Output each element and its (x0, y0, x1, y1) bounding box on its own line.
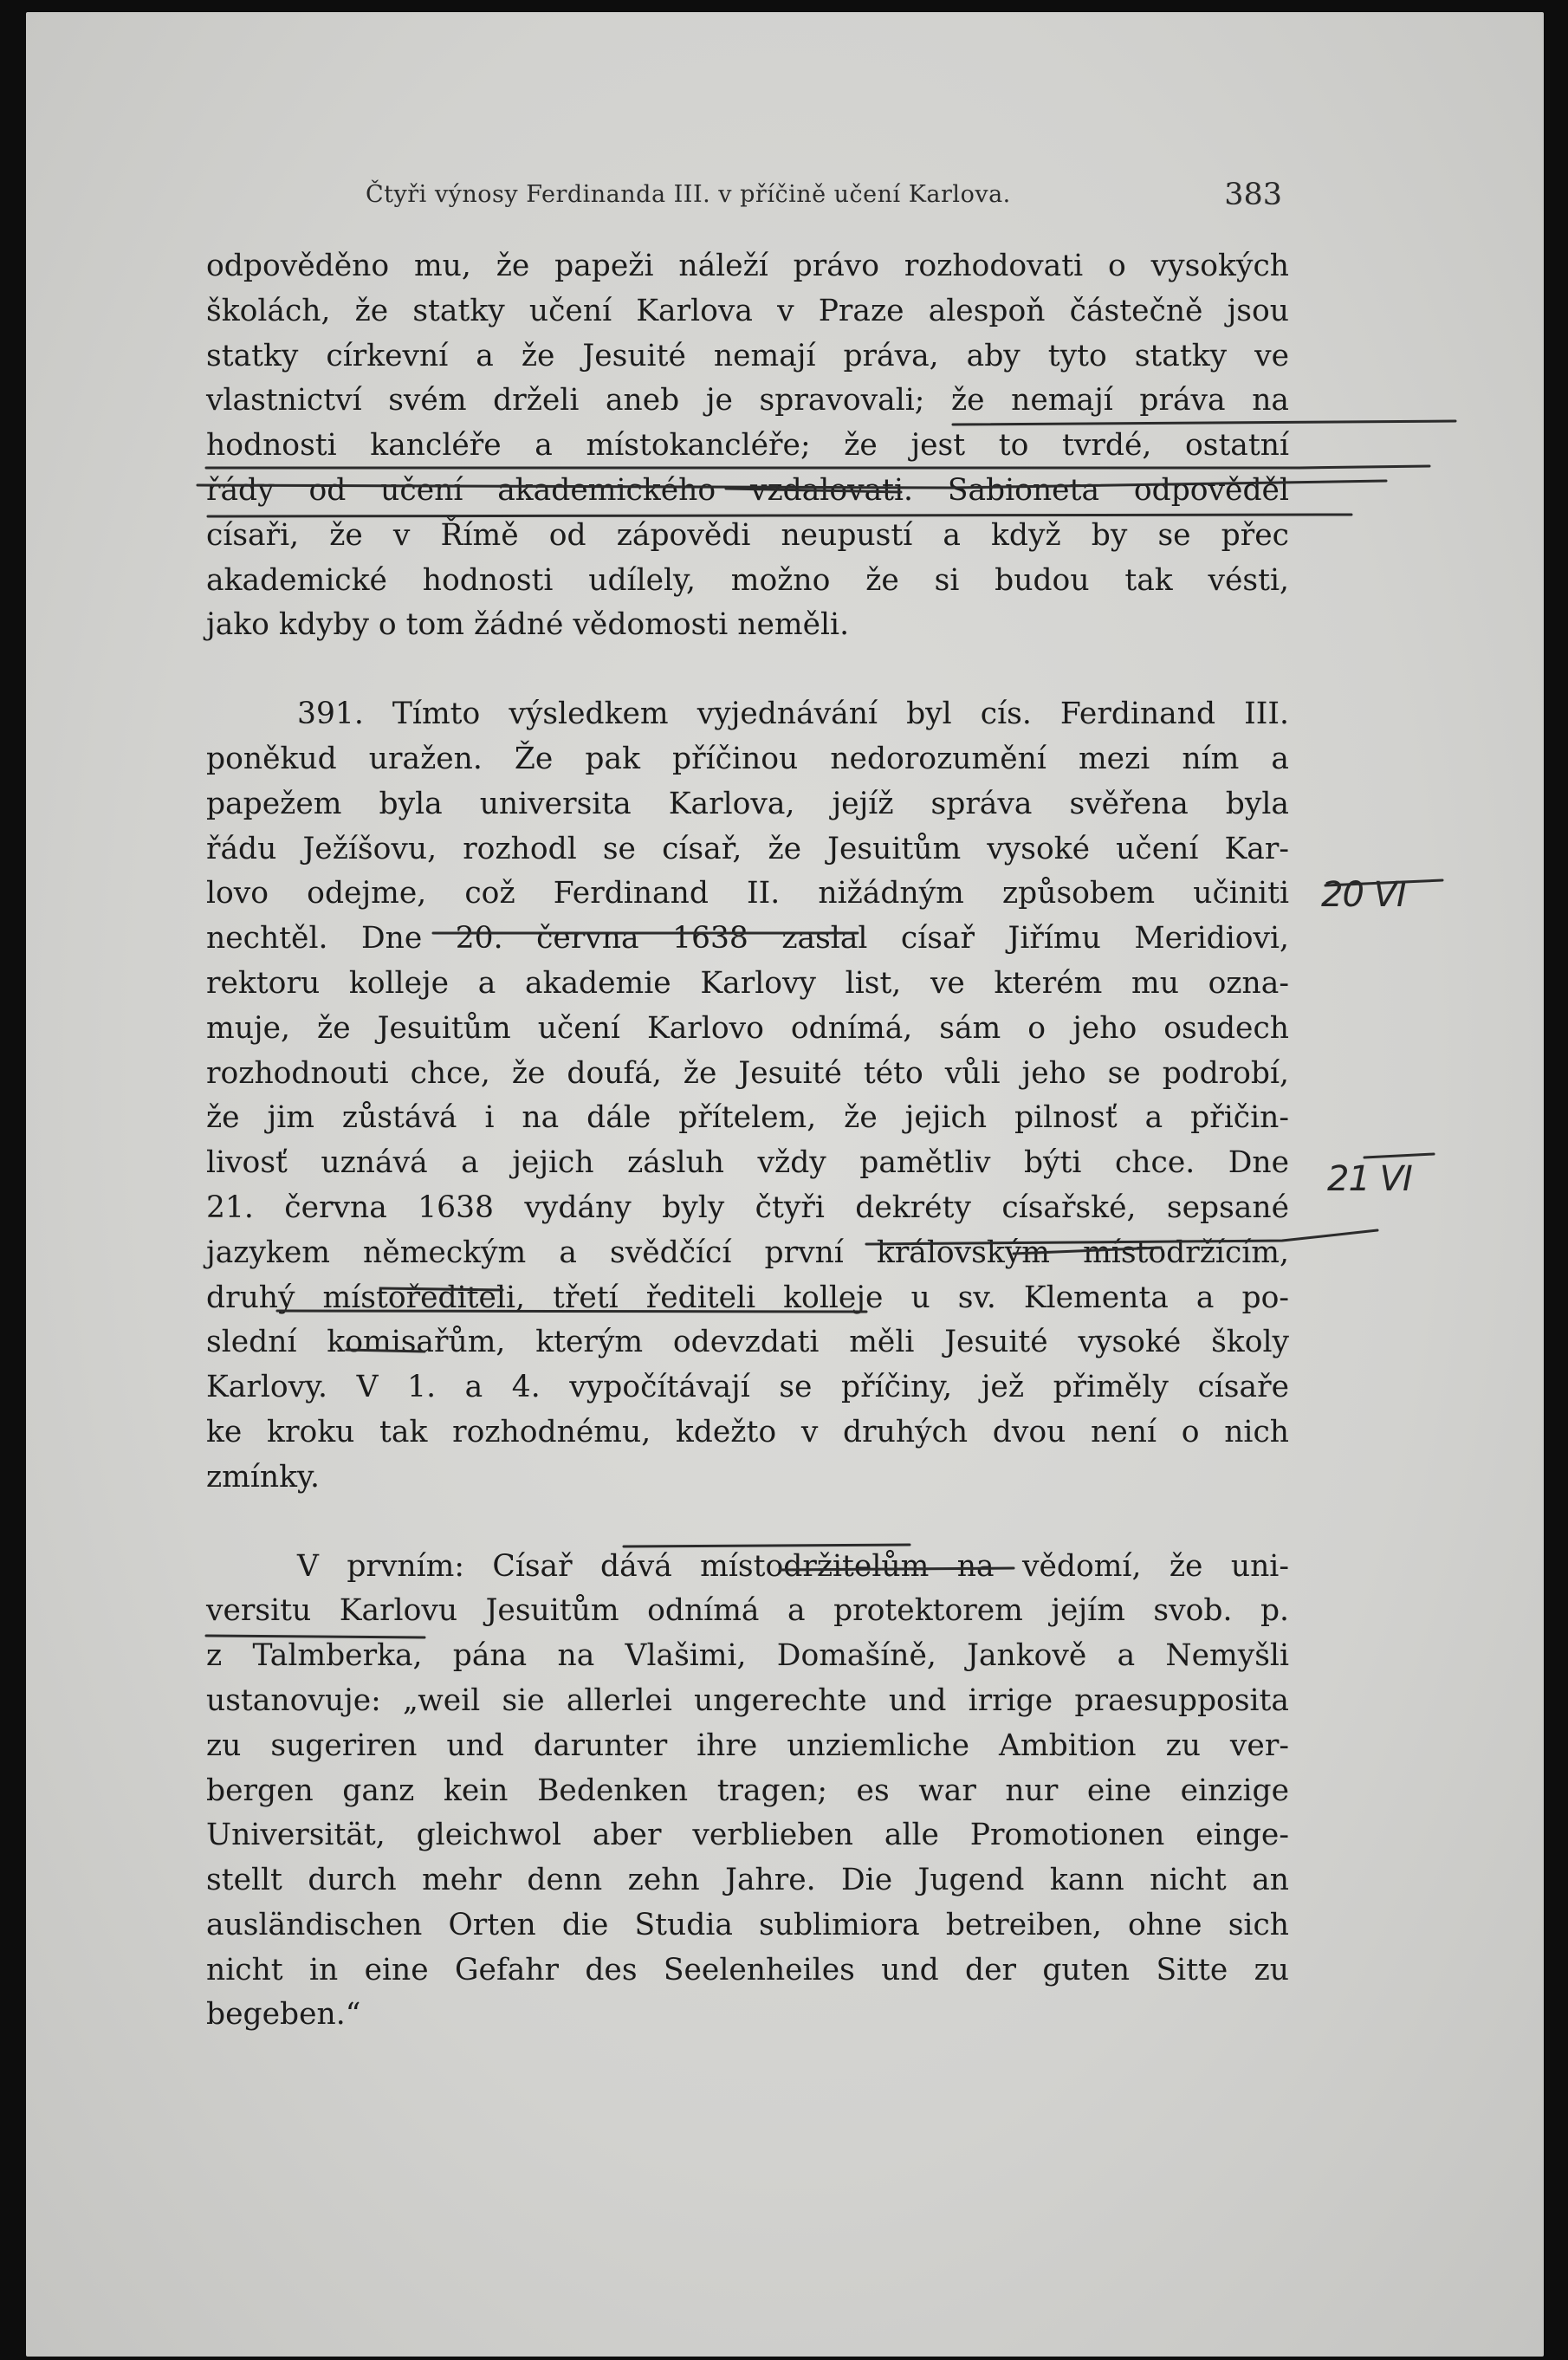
text-line: bergen ganz kein Bedenken tragen; es war nur eine einzige (206, 1773, 1289, 1808)
text-line: zu sugeriren und darunter ihre unziemliche Ambition zu ver- (206, 1728, 1289, 1763)
text-line: řády od učení akademického vzdalovati. Sabioneta odpověděl (206, 472, 1289, 508)
text-line: 21. června 1638 vydány byly čtyři dekréty císařské, sepsané (206, 1190, 1289, 1225)
paragraph (206, 244, 1289, 648)
text-line: livosť uznává a jejich zásluh vždy pamětliv býti chce. Dne (206, 1145, 1289, 1181)
text-line: lovo odejme, což Ferdinand II. nižádným způsobem učiniti (206, 876, 1289, 911)
paragraph (206, 1545, 1289, 2039)
text-line: akademické hodnosti udílely, možno že si budou tak vésti, (206, 562, 1289, 598)
page-number: 383 (1224, 178, 1282, 212)
text-line: Karlovy. V 1. a 4. vypočítávají se příčiny, jež přiměly císaře (206, 1370, 1289, 1405)
text-line: z Talmberka, pána na Vlašimi, Domašíně, Jankově a Nemyšli (206, 1638, 1289, 1674)
text-line: že jim zůstává i na dále přítelem, že jejich pilnosť a přičin- (206, 1100, 1289, 1136)
text-line: versitu Karlovu Jesuitům odnímá a protektorem jejím svob. p. (206, 1593, 1289, 1629)
text-line: druhý místořediteli, třetí řediteli kolleje u sv. Klementa a po- (206, 1280, 1289, 1315)
text-line: ausländischen Orten die Studia sublimiora betreiben, ohne sich (206, 1907, 1289, 1942)
text-line: rozhodnouti chce, že doufá, že Jesuité této vůli jeho se podrobí, (206, 1055, 1289, 1091)
text-line: V prvním: Císař dává místodržitelům na vědomí, že uni- (297, 1548, 1289, 1584)
text-line: hodnosti kancléře a místokancléře; že jest to tvrdé, ostatní (206, 428, 1289, 464)
text-line: jako kdyby o tom žádné vědomosti neměli. (206, 607, 850, 643)
text-line: rektoru kolleje a akademie Karlovy list, ve kterém mu ozna- (206, 965, 1289, 1001)
margin-note-20-vi: 20 VI (1321, 875, 1406, 915)
text-line: nicht in eine Gefahr des Seelenheiles und der guten Sitte zu (206, 1952, 1289, 1987)
text-line: ustanovuje: „weil sie allerlei ungerechte und irrige praesupposita (206, 1682, 1289, 1718)
page-header (366, 178, 1282, 212)
text-line: muje, že Jesuitům učení Karlovo odnímá, sám o jeho osudech (206, 1010, 1289, 1046)
text-line: poněkud uražen. Že pak příčinou nedorozumění mezi ním a (206, 741, 1289, 776)
text-line: odpověděno mu, že papeži náleží právo rozhodovati o vysokých (206, 249, 1289, 283)
text-line: begeben.“ (206, 1997, 361, 2033)
text-line: jazykem německým a svědčící první královským místodržícím, (206, 1235, 1289, 1270)
margin-note-21-vi: 21 VI (1327, 1159, 1412, 1199)
running-title: Čtyři výnosy Ferdinanda III. v příčině učení Karlova. (366, 181, 1011, 208)
text-line: nechtěl. Dne 20. června 1638 zaslal císař Jiřímu Meridiovi, (206, 921, 1289, 956)
text-line: stellt durch mehr denn zehn Jahre. Die Jugend kann nicht an (206, 1863, 1289, 1898)
text-line: 391. Tímto výsledkem vyjednávání byl cís. Ferdinand III. (297, 697, 1289, 732)
text-line: řádu Ježíšovu, rozhodl se císař, že Jesuitům vysoké učení Kar- (206, 831, 1289, 866)
text-line: papežem byla universita Karlova, jejíž správa svěřena byla (206, 786, 1289, 821)
text-line: vlastnictví svém drželi aneb je spravovali; že nemají práva na (206, 383, 1289, 418)
text-line: císaři, že v Římě od zápovědi neupustí a když by se přec (206, 517, 1289, 553)
body-text (206, 244, 1289, 2038)
text-line: statky církevní a že Jesuité nemají práva, aby tyto statky ve (206, 338, 1289, 373)
paragraph (206, 692, 1289, 1500)
text-line: slední komisařům, kterým odevzdati měli Jesuité vysoké školy (206, 1325, 1289, 1360)
text-line: ke kroku tak rozhodnému, kdežto v druhých dvou není o nich (206, 1414, 1289, 1449)
text-line: školách, že statky učení Karlova v Praze alespoň částečně jsou (206, 293, 1289, 328)
text-line: Universität, gleichwol aber verblieben alle Promotionen einge- (206, 1818, 1289, 1853)
text-line: zmínky. (206, 1459, 320, 1494)
